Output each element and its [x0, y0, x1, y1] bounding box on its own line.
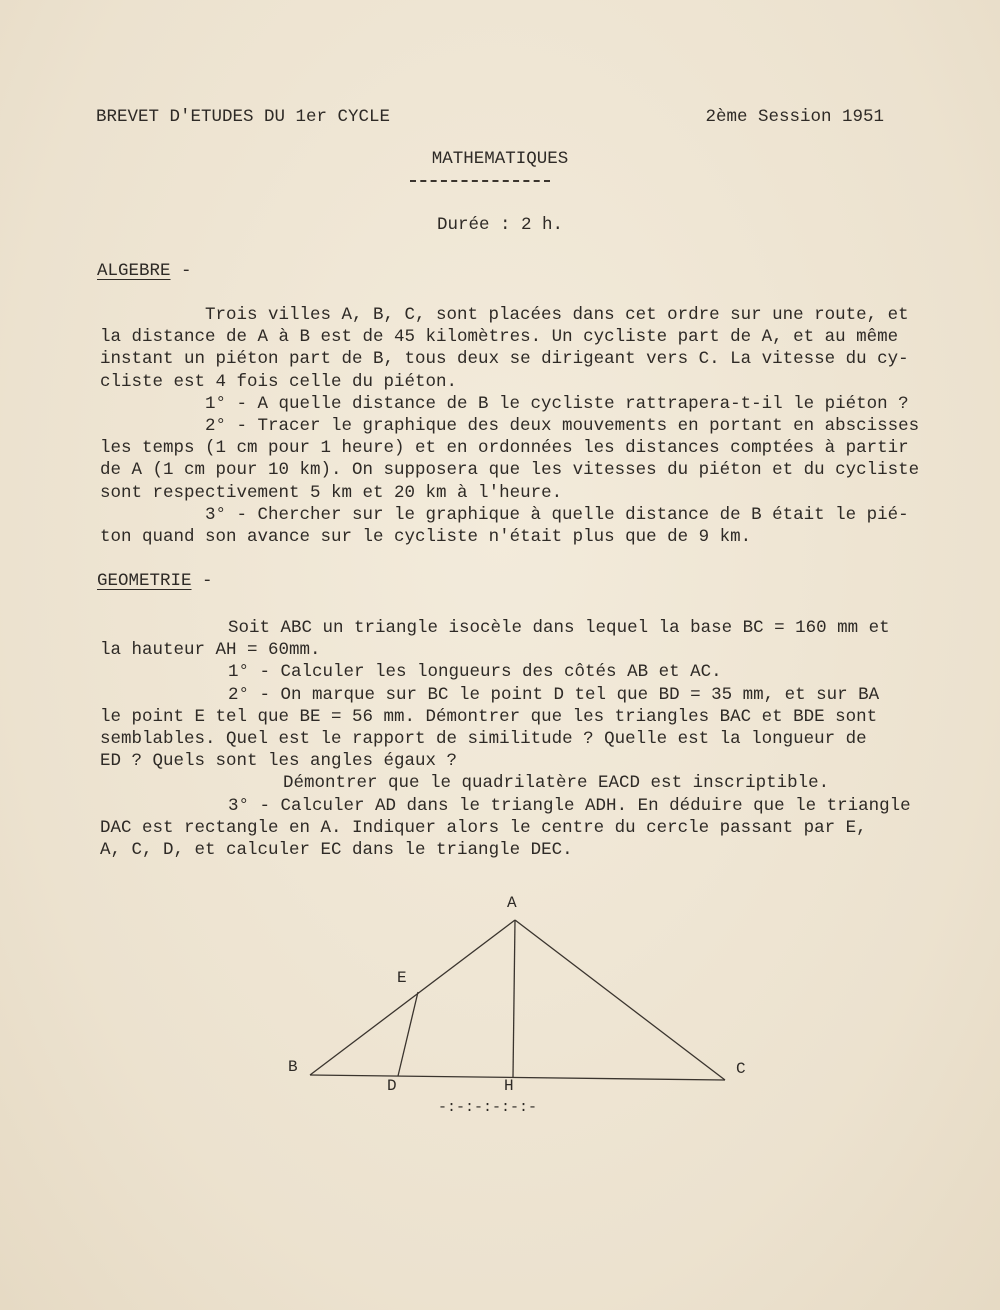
- triangle-figure: [280, 885, 760, 1120]
- geometry-heading-text: GEOMETRIE: [97, 571, 192, 591]
- subject-underline: [410, 180, 550, 182]
- geometry-question-2: 2° - On marque sur BC le point D tel que BD = 35 mm, et sur BA: [228, 684, 880, 705]
- side-ab: [310, 920, 515, 1075]
- base-bc: [310, 1075, 725, 1080]
- algebra-problem: [100, 304, 945, 548]
- triangle-diagram: [280, 885, 760, 1120]
- subject-title: MATHEMATIQUES: [431, 149, 569, 169]
- algebra-line: cliste est 4 fois celle du piéton.: [100, 371, 458, 392]
- algebra-line: de A (1 cm pour 10 km). On supposera que les vitesses du piéton et du cycliste: [100, 460, 920, 481]
- algebra-question-2: 2° - Tracer le graphique des deux mouvements en portant en abscisses: [205, 416, 920, 437]
- label-a: A: [507, 894, 517, 912]
- algebra-question-1: 1° - A quelle distance de B le cycliste rattrapera-t-il le piéton ?: [205, 393, 909, 414]
- segment-ed: [398, 992, 418, 1076]
- algebra-line: les temps (1 cm pour 1 heure) et en ordonnées les distances comptées à partir: [100, 438, 909, 459]
- label-b: B: [288, 1058, 298, 1076]
- label-h: H: [504, 1077, 514, 1095]
- algebra-line: instant un piéton part de B, tous deux se dirigeant vers C. La vitesse du cy-: [100, 349, 909, 370]
- algebra-line: la distance de A à B est de 45 kilomètres. Un cycliste part de A, et au même: [100, 327, 899, 348]
- label-e: E: [397, 969, 407, 987]
- duration-label: Durée : 2 h.: [436, 215, 564, 235]
- geometry-question-3: 3° - Calculer AD dans le triangle ADH. En déduire que le triangle: [228, 795, 911, 816]
- geometry-line: Soit ABC un triangle isocèle dans lequel la base BC = 160 mm et: [228, 618, 890, 638]
- algebra-heading-dash: -: [170, 261, 192, 281]
- end-mark: -:-:-:-:-:-: [438, 1099, 538, 1116]
- geometry-line: Démontrer que le quadrilatère EACD est inscriptible.: [283, 773, 830, 794]
- label-d: D: [387, 1077, 397, 1095]
- geometry-line: A, C, D, et calculer EC dans le triangle DEC.: [100, 840, 573, 861]
- geometry-line: la hauteur AH = 60mm.: [100, 640, 321, 661]
- label-c: C: [736, 1060, 746, 1078]
- geometry-line: DAC est rectangle en A. Indiquer alors le centre du cercle passant par E,: [100, 817, 867, 838]
- geometry-line: ED ? Quels sont les angles égaux ?: [100, 751, 458, 772]
- side-ac: [515, 920, 725, 1080]
- exam-title: BREVET D'ETUDES DU 1er CYCLE: [96, 107, 391, 127]
- algebra-line: sont respectivement 5 km et 20 km à l'heure.: [100, 482, 563, 503]
- algebra-heading-text: ALGEBRE: [97, 261, 171, 281]
- geometry-question-1: 1° - Calculer les longueurs des côtés AB et AC.: [228, 662, 722, 683]
- algebra-question-3: 3° - Chercher sur le graphique à quelle distance de B était le pié-: [205, 504, 909, 525]
- geometry-heading: [97, 570, 213, 592]
- session-label: 2ème Session 1951: [705, 107, 884, 127]
- algebra-line: Trois villes A, B, C, sont placées dans cet ordre sur une route, et: [205, 305, 909, 325]
- algebra-line: ton quand son avance sur le cycliste n'était plus que de 9 km.: [100, 527, 752, 548]
- algebra-heading: [97, 260, 192, 282]
- geometry-heading-dash: -: [191, 571, 213, 591]
- geometry-problem: [100, 617, 945, 861]
- height-ah: [513, 920, 515, 1077]
- geometry-line: semblables. Quel est le rapport de similitude ? Quelle est la longueur de: [100, 729, 867, 750]
- geometry-line: le point E tel que BE = 56 mm. Démontrer que les triangles BAC et BDE sont: [100, 706, 878, 727]
